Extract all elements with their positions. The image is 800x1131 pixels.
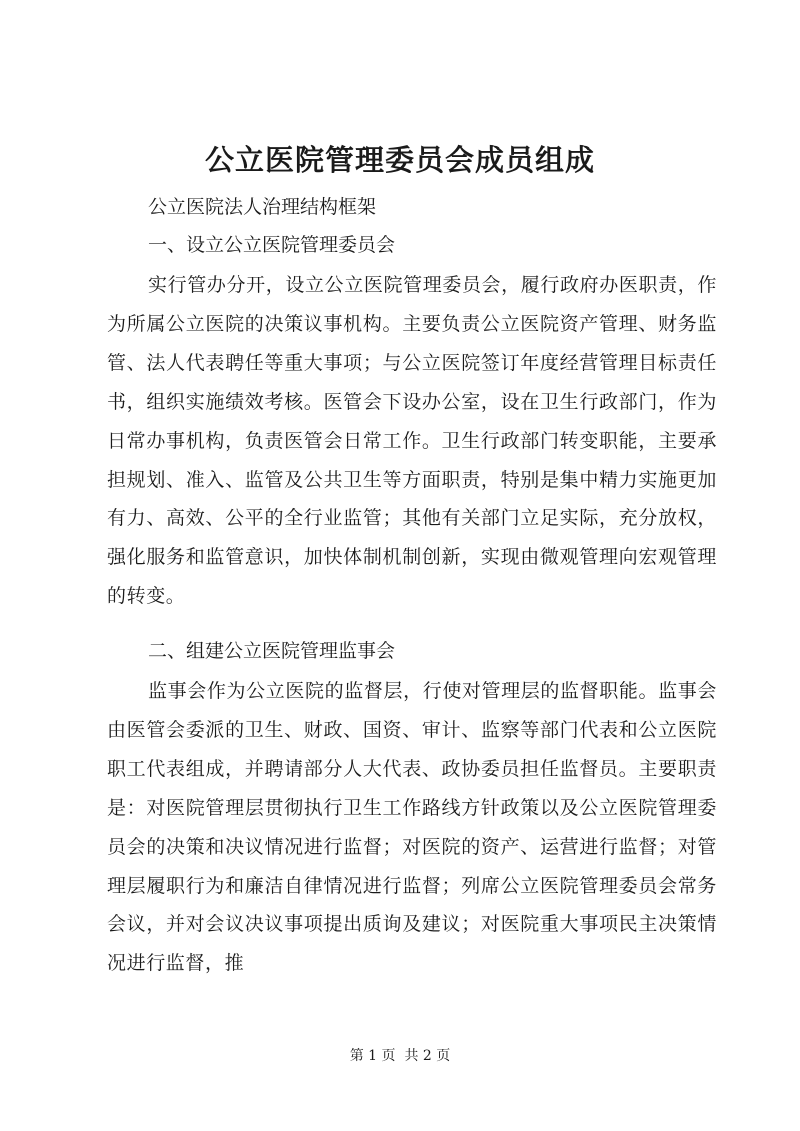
document-subtitle: 公立医院法人治理结构框架 <box>148 196 377 218</box>
page-footer: 第 1 页 共 2 页 <box>349 1048 451 1064</box>
section-2-heading: 二、组建公立医院管理监事会 <box>148 640 396 662</box>
section-1-heading: 一、设立公立医院管理委员会 <box>148 234 396 256</box>
section-2-paragraph: 监事会作为公立医院的监督层，行使对管理层的监督职能。监事会由医管会委派的卫生、财政、国资、审计、监察等部门代表和公立医院职工代表组成，并聘请部分人大代表、政协委员担任监督员。主要职责是：对医院管理层贯彻执行卫生工作路线方针政策以及公立医院管理委员会的决策和决议情况进行监督；对医院的资产、运营进行监督；对管理层履职行为和廉洁自律情况进行监督；列席公立医院管理委员会常务会议，并对会议决议事项提出质询及建议；对医院重大事项民主决策情况进行监督，推 <box>107 680 717 975</box>
section-1-paragraph: 实行管办分开，设立公立医院管理委员会，履行政府办医职责，作为所属公立医院的决策议事机构。主要负责公立医院资产管理、财务监管、法人代表聘任等重大事项；与公立医院签订年度经营管理目标责任书，组织实施绩效考核。医管会下设办公室，设在卫生行政部门，作为日常办事机构，负责医管会日常工作。卫生行政部门转变职能，主要承担规划、准入、监管及公共卫生等方面职责，特别是集中精力实施更加有力、高效、公平的全行业监管；其他有关部门立足实际，充分放权，强化服务和监管意识，加快体制机制创新，实现由微观管理向宏观管理的转变。 <box>107 274 717 608</box>
document-title: 公立医院管理委员会成员组成 <box>204 143 595 177</box>
